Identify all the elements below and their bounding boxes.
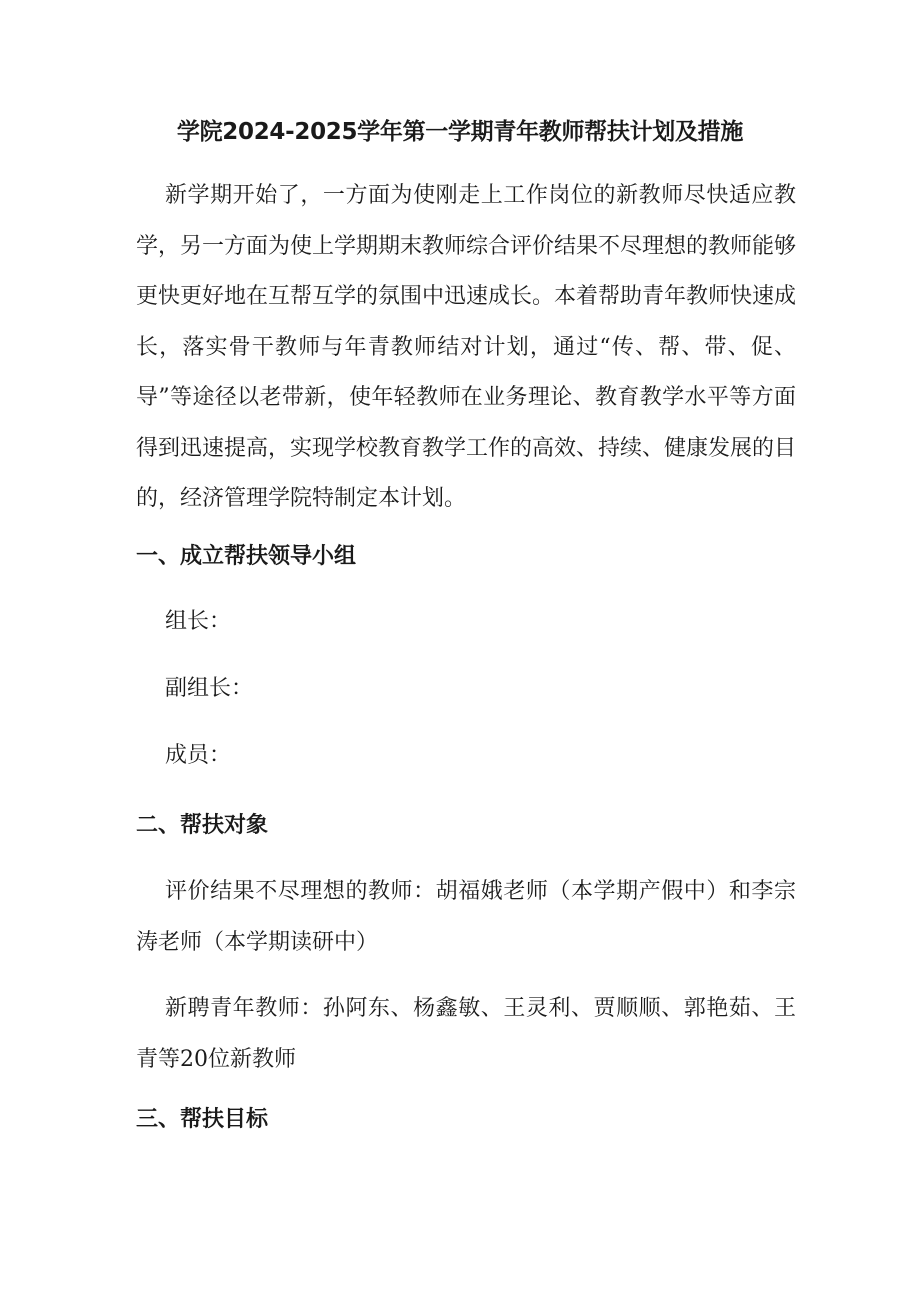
target-paragraph-new-hires: 新聘青年教师：孙阿东、杨鑫敏、王灵利、贾顺顺、郭艳茹、王青等20位新教师 — [136, 996, 796, 1072]
section-heading-assistance-targets: 二、帮扶对象 — [136, 813, 269, 838]
section-heading-assistance-goals: 三、帮扶目标 — [136, 1107, 269, 1132]
deputy-leader-label: 副组长： — [165, 676, 254, 701]
intro-paragraph: 新学期开始了，一方面为使刚走上工作岗位的新教师尽快适应教学，另一方面为使上学期期末教师综合评价结果不尽理想的教师能够更快更好地在互帮互学的氛围中迅速成长。本着帮助青年教师快速成长，落实骨干教师与年青教师结对计划，通过“传、帮、带、促、导”等途径以老带新，使年轻教师在业务理论、教育教学水平等方面得到迅速提高，实现学校教育教学工作的高效、持续、健康发展的目的，经济管理学院特制定本计划。 — [136, 183, 797, 511]
group-leader-label: 组长： — [165, 609, 232, 634]
section-heading-leadership-group: 一、成立帮扶领导小组 — [136, 544, 357, 569]
document-title: 学院2024-2025学年第一学期青年教师帮扶计划及措施 — [176, 119, 744, 145]
target-paragraph-underperforming: 评价结果不尽理想的教师：胡福娥老师（本学期产假中）和李宗涛老师（本学期读研中） — [136, 879, 796, 955]
members-label: 成员： — [165, 743, 232, 768]
